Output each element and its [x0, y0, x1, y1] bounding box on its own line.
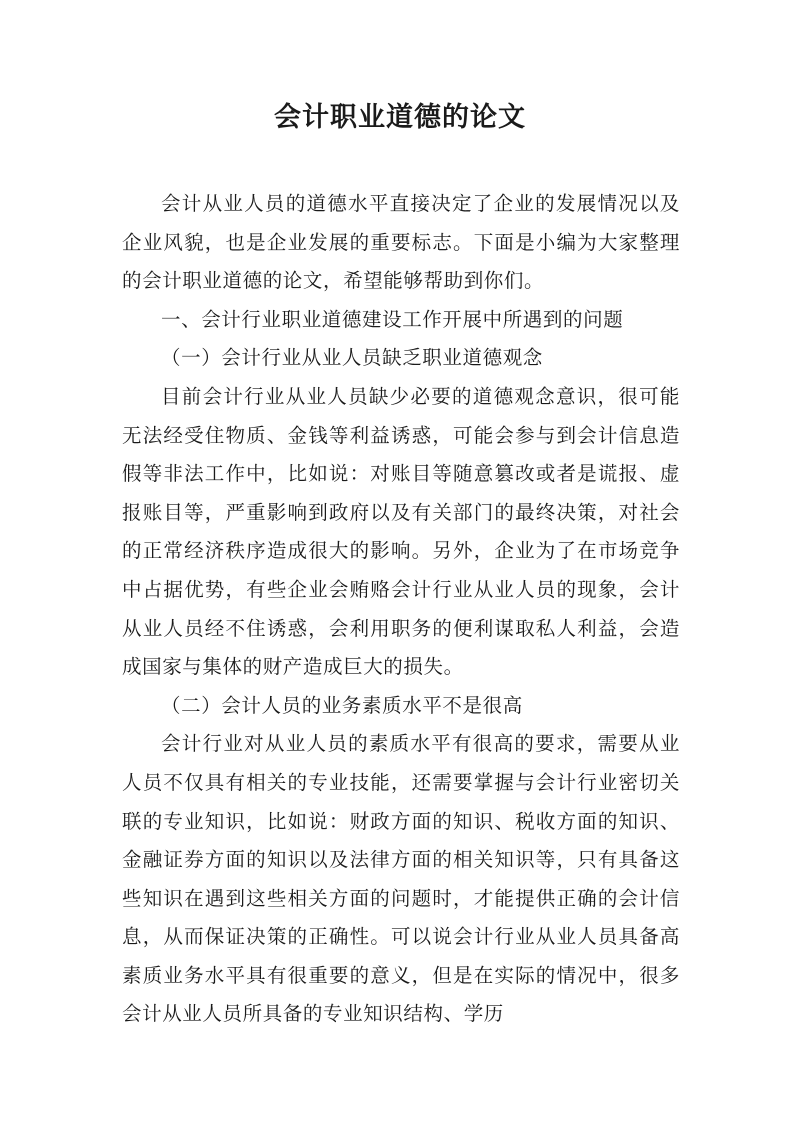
intro-paragraph: 会计从业人员的道德水平直接决定了企业的发展情况以及企业风貌，也是企业发展的重要标志。下面是小编为大家整理的会计职业道德的论文，希望能够帮助到你们。 — [122, 192, 680, 293]
section-heading-1: 一、会计行业职业道德建设工作开展中所遇到的问题 — [161, 307, 624, 331]
subsection-heading-1: （一）会计行业从业人员缺乏职业道德观念 — [161, 346, 543, 370]
body-paragraph-1: 目前会计行业从业人员缺少必要的道德观念意识，很可能无法经受住物质、金钱等利益诱惑，可能会参与到会计信息造假等非法工作中，比如说：对账目等随意篡改或者是谎报、虚报账目等，严重影响到政府以及有关部门的最终决策，对社会的正常经济秩序造成很大的影响。另外，企业为了在市场竞争中占据优势，有些企业会贿赂会计行业从业人员的现象，会计从业人员经不住诱惑，会利用职务的便利谋取私人利益，会造成国家与集体的财产造成巨大的损失。 — [122, 384, 680, 679]
subsection-heading-2: （二）会计人员的业务素质水平不是很高 — [161, 693, 523, 717]
body-paragraph-2: 会计行业对从业人员的素质水平有很高的要求，需要从业人员不仅具有相关的专业技能，还需要掌握与会计行业密切关联的专业知识，比如说：财政方面的知识、税收方面的知识、金融证券方面的知识以及法律方面的相关知识等，只有具备这些知识在遇到这些相关方面的问题时，才能提供正确的会计信息，从而保证决策的正确性。可以说会计行业从业人员具备高素质业务水平具有很重要的意义，但是在实际的情况中，很多会计从业人员所具备的专业知识结构、学历 — [122, 732, 680, 1026]
document-title: 会计职业道德的论文 — [274, 102, 526, 133]
document-body — [122, 185, 680, 1034]
